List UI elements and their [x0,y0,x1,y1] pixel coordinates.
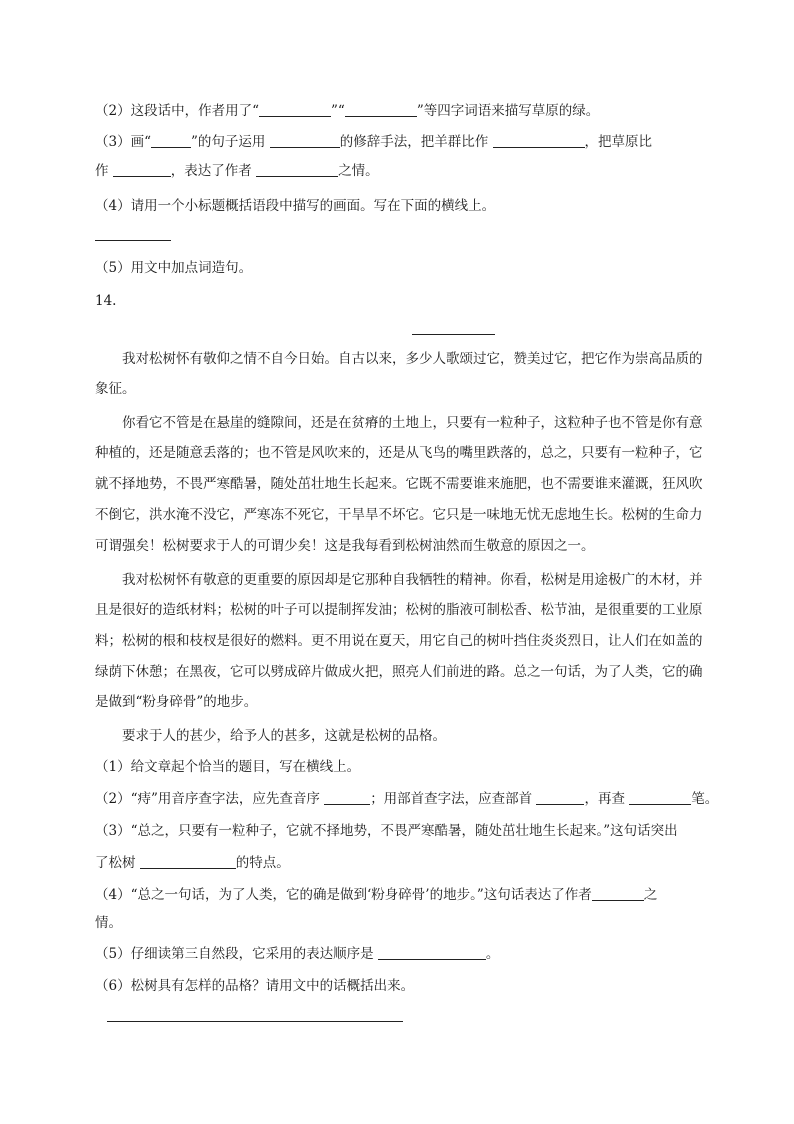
answer-blank[interactable] [256,162,338,177]
question-number: 14. [95,293,117,309]
answer-blank[interactable] [324,790,370,805]
answer-blank[interactable] [140,854,236,869]
passage-line: 就不择地势，不畏严寒酷暑，随处茁壮地生长起来。它既不需要谁来施肥，也不需要谁来灌溉，狂风吹 [95,476,703,492]
q14-item-3-line1: （3）“总之，只要有一粒种子，它就不择地势，不畏严寒酷暑，随处茁壮地生长起来。”这句话突出 [95,823,678,839]
passage-line: 不倒它，洪水淹不没它，严寒冻不死它，干旱旱不坏它。它只是一味地无忧无虑地生长。松树的生命力 [95,507,703,523]
passage-line: 我对松树怀有敬仰之情不自今日始。自古以来，多少人歌颂过它，赞美过它，把它作为崇高品质的 [122,351,703,367]
answer-blank[interactable] [592,886,644,901]
passage-line: 可谓强矣！松树要求于人的可谓少矣！这是我每看到松树油然而生敬意的原因之一。 [95,538,595,554]
answer-blank[interactable] [345,102,417,117]
title-blank-line[interactable] [412,334,495,335]
passage-line: 种植的，还是随意丢落的；也不管是风吹来的，还是从飞鸟的嘴里跌落的，总之，只要有一粒种子，它 [95,445,703,461]
q14-item-3-line2: 了松树 的特点。 [95,855,290,871]
passage-line: 你看它不管是在悬崖的缝隙间，还是在贫瘠的土地上，只要有一粒种子，这粒种子也不管是你有意 [122,415,703,431]
q13-item-4: （4）请用一个小标题概括语段中描写的画面。写在下面的横线上。 [95,198,496,214]
q14-item-5: （5）仔细读第三自然段，它采用的表达顺序是 。 [95,946,500,962]
q14-item-4-line1: （4）“总之一句话，为了人类，它的确是做到‘粉身碎骨’的地步。”这句话表达了作者 之 [95,887,658,903]
passage-line: 要求于人的甚少，给予人的甚多，这就是松树的品格。 [122,728,446,744]
answer-blank[interactable] [378,945,486,960]
q13-item-3-line2: 作 ，表达了作者 之情。 [95,163,379,179]
answer-blank[interactable] [259,102,331,117]
q14-item-4-line2: 情。 [95,915,122,931]
passage-line: 是做到“粉身碎骨”的地步。 [95,694,258,710]
answer-blank[interactable] [113,162,171,177]
answer-blank[interactable] [151,133,191,148]
passage-line: 绿荫下休憩；在黑夜，它可以劈成碎片做成火把，照亮人们前进的路。总之一句话，为了人类，它的确 [95,664,703,680]
answer-blank[interactable] [536,790,584,805]
answer-line[interactable] [95,240,171,241]
q13-item-2: （2）这段话中，作者用了“ ”“ ”等四字词语来描写草原的绿。 [95,103,600,119]
q14-item-1: （1）给文章起个恰当的题目，写在横线上。 [95,759,361,775]
q13-item-5: （5）用文中加点词造句。 [95,260,253,276]
passage-line: 我对松树怀有敬意的更重要的原因却是它那种自我牺牲的精神。你看，松树是用途极广的木材，并 [122,572,703,588]
q14-item-6: （6）松树具有怎样的品格？请用文中的话概括出来。 [95,978,415,994]
q14-item-2: （2）“痔”用音序查字法，应先查音序 ；用部首查字法，应查部首 ，再查 笔。 [95,791,719,807]
passage-line: 且是很好的造纸材料；松树的叶子可以提制挥发油；松树的脂液可制松香、松节油，是很重要的工业原 [95,602,703,618]
passage-line: 料；松树的根和枝杈是很好的燃料。更不用说在夏天，用它自己的树叶挡住炎炎烈日，让人们在如盖的 [95,633,703,649]
q13-item-3-line1: （3）画“ ”的句子运用 的修辞手法，把羊群比作 ，把草原比 [95,134,652,150]
answer-blank[interactable] [493,133,585,148]
passage-line: 象征。 [95,381,136,397]
answer-line[interactable] [107,1021,403,1022]
answer-blank[interactable] [270,133,340,148]
answer-blank[interactable] [629,790,691,805]
